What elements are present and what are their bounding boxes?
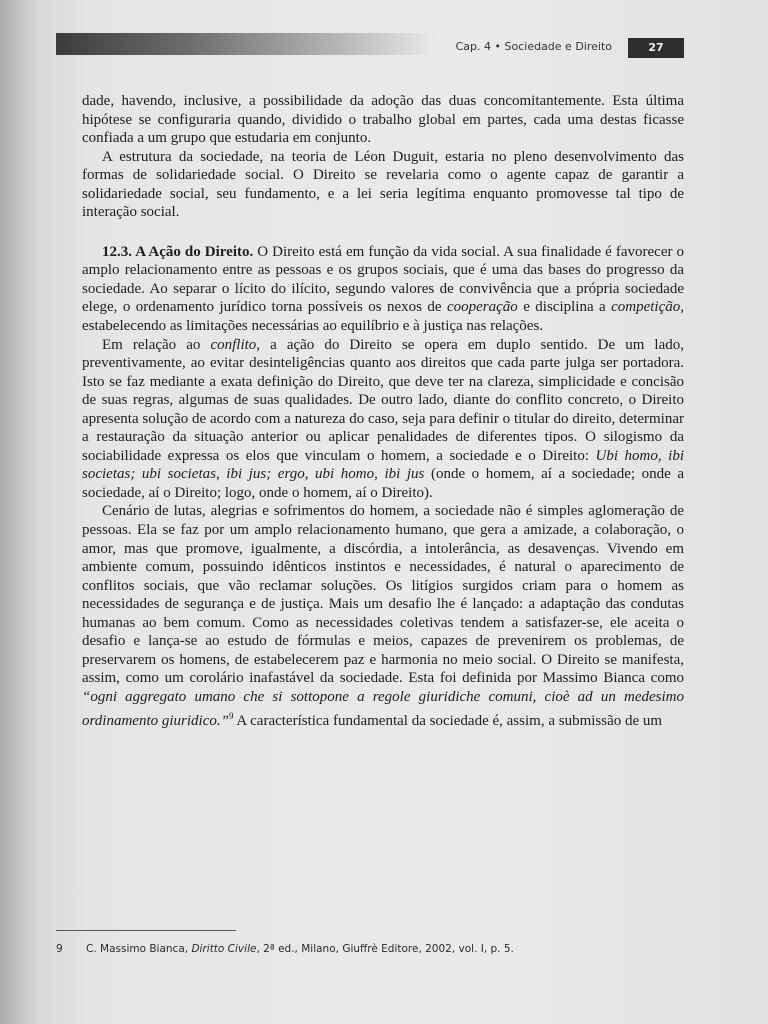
latin-syllogism: Ubi homo, ibi societas; ubi societas, ibi jus; ergo, ubi homo, ibi jus [82, 447, 684, 483]
page-number: 27 [628, 38, 684, 58]
paragraph-conflito: Em relação ao conflito, a ação do Direito se opera em duplo sentido. De um lado, preventivamente, ao evitar desinteligências quanto aos direitos que cada parte julga ser portadora. Isto se faz mediante a exata definição do Direito, que deve ter na clareza, simplicidade e concisão de suas regras, algumas de suas qualidades. De outro lado, diante do conflito concreto, o Direito apresenta solução de acordo com a natureza do caso, seja para definir o titular do direito, determinar a restauração da situação anterior ou aplicar penalidades de diferentes tipos. O silogismo da sociabilidade expressa os elos que vinculam o homem, a sociedade e o Direito: Ubi homo, ibi societas; ubi societas, ibi jus; ergo, ubi homo, ibi jus (onde o homem, aí a sociedade; onde a sociedade, aí o Direito; logo, onde o homem, aí o Direito). [82, 336, 685, 501]
paragraph-continuation: dade, havendo, inclusive, a possibilidade da adoção das duas concomitantemente. Esta última hipótese se configuraria quando, dividido o trabalho global em partes, cada uma destas ficasse confiada a um grupo que estudaria em conjunto. [82, 93, 684, 147]
paragraph-section-12-3: 12.3. A Ação do Direito. O Direito está em função da vida social. A sua finalidade é favorecer o amplo relacionamento entre as pessoas e os grupos sociais, que é uma das bases do progresso da sociedade. Ao separar o lícito do ilícito, segundo valores de convivência que a própria sociedade elege, o ordenamento jurídico torna possíveis os nexos de cooperação e disciplina a competição, estabelecendo as limitações necessárias ao equilíbrio e à justiça nas relações. [82, 243, 685, 335]
body-text [82, 92, 684, 730]
footnote: 9 C. Massimo Bianca, Diritto Civile, 2ª ed., Milano, Giuffrè Editore, 2002, vol. I, p. 5. [56, 943, 514, 955]
paragraph-duguit: A estrutura da sociedade, na teoria de Léon Duguit, estaria no pleno desenvolvimento das formas de solidariedade social. O Direito se revelaria como o agente capaz de garantir a solidariedade social, seu fundamento, e a lei seria legítima enquanto promovesse tal tipo de interação social. [82, 148, 684, 221]
running-header-chapter: Cap. 4 • Sociedade e Direito [455, 40, 612, 53]
bianca-quote: “ogni aggregato umano che si sottopone a regole giuridiche comuni, cioè ad un medesimo ordinamento giuridico.” [82, 688, 684, 729]
paragraph-cenario: Cenário de lutas, alegrias e sofrimentos do homem, a sociedade não é simples aglomeração de pessoas. Ela se faz por um amplo relacionamento humano, que gera a amizade, a colaboração, o amor, mas que promove, igualmente, a discórdia, a intolerância, as desavenças. Vivendo em ambiente comum, possuindo idênticos instintos e necessidades, é natural o aparecimento de conflitos sociais, que vão reclamar soluções. Os litígios surgidos criam para o homem as necessidades de segurança e de justiça. Mais um desafio lhe é lançado: a adaptação das condutas humanas ao bem comum. Como as necessidades coletivas tendem a satisfazer-se, ele aceita o desafio e lança-se ao estudo de fórmulas e meios, capazes de prevenirem os problemas, de preservarem os homens, de estabelecerem paz e harmonia no meio social. O Direito se manifesta, assim, como um corolário inafastável da sociedade. Esta foi definida por Massimo Bianca como “ogni aggregato umano che si sottopone a regole giuridiche comuni, cioè ad un medesimo ordinamento giuridico.”$^9$ A característica fundamental da sociedade é, assim, a submissão de um [82, 503, 684, 729]
footnote-number: 9 [56, 943, 63, 955]
header-gradient-bar [56, 33, 436, 55]
spine-shadow [0, 0, 40, 1024]
footnote-rule [56, 930, 236, 931]
footnote-ref: 9 [228, 710, 234, 721]
section-gap [82, 222, 684, 243]
section-title: 12.3. A Ação do Direito. [102, 243, 254, 260]
